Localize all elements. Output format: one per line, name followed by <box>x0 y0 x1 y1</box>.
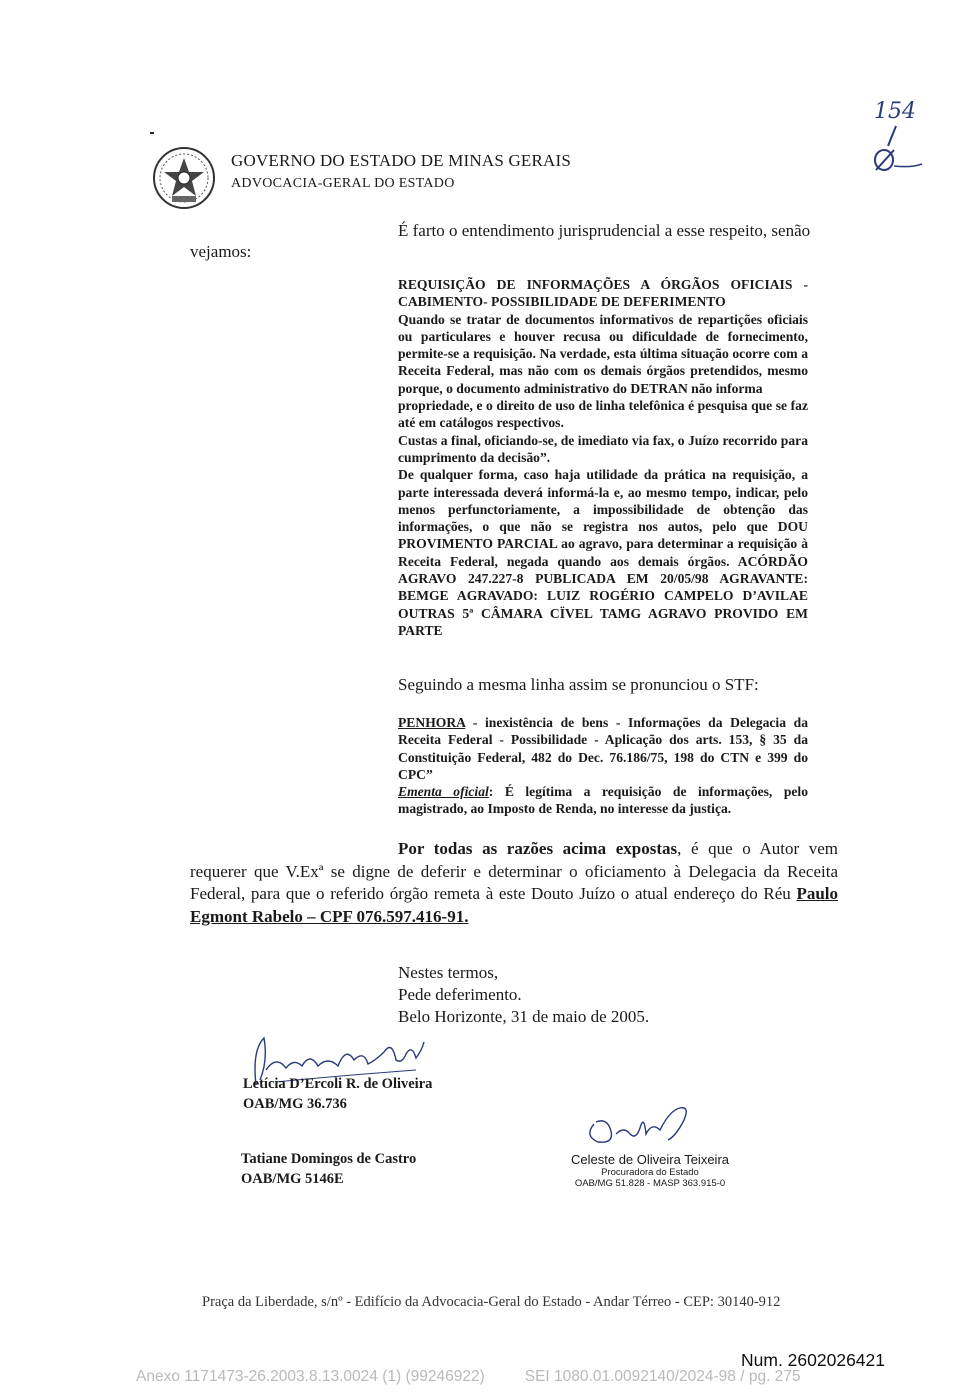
closing-line: Pede deferimento. <box>398 985 522 1004</box>
signer-name: Letícia D’Ercoli R. de Oliveira <box>243 1076 433 1092</box>
signer-tatiane <box>241 1149 416 1189</box>
signature-celeste <box>580 1100 710 1150</box>
footer-address: Praça da Liberdade, s/nº - Edifício da Advocacia-Geral do Estado - Andar Térreo - CEP: 30140-912 <box>202 1294 781 1310</box>
handwritten-page-number <box>866 88 926 178</box>
request-text: , é que o Autor vem requerer que V.Exª se digne de deferir e determinar o oficiamento à Delegacia da Receita Federal, para que o referido órgão remeta à este Douto Juízo o atual endereço do Réu <box>190 839 838 903</box>
quote-heading: REQUISIÇÃO DE INFORMAÇÕES A ÓRGÃOS OFICIAIS - CABIMENTO- POSSIBILIDADE DE DEFERIMENTO <box>398 277 808 310</box>
state-seal-icon <box>152 146 216 210</box>
closing-line: Nestes termos, <box>398 963 499 982</box>
jurisprudence-quote <box>398 276 808 639</box>
request-lead: Por todas as razões acima expostas <box>398 839 678 858</box>
sei-reference: SEI 1080.01.0092140/2024-98 / pg. 275 <box>524 1368 801 1385</box>
document-number: Num. 2602026421 <box>741 1350 885 1370</box>
stf-quote <box>398 714 808 818</box>
quote-paragraph: De qualquer forma, caso haja utilidade da prática na requisição, a parte interessada deverá informá-la e, ao mesmo tempo, indicar, pelo menos perfunctoriamente, a impossibilidade de obtenção das informações, o que não se registra nos autos, pelo que DOU PROVIMENTO PARCIAL ao agravo, para determinar a requisição à Receita Federal, negada quando aos demais órgãos. ACÓRDÃO AGRAVO 247.227-8 PUBLICADA EM 20/05/98 AGRAVANTE: BEMGE AGRAVADO: LUIZ ROGÉRIO CAMPELO D’AVILAE OUTRAS 5ª CÂMARA CÏVEL TAMG AGRAVO PROVIDO EM PARTE <box>398 467 808 638</box>
official-stamp <box>560 1152 740 1189</box>
stamp-registration: OAB/MG 51.828 - MASP 363.915-0 <box>574 1178 726 1189</box>
annex-watermark <box>136 1368 801 1386</box>
signer-leticia <box>243 1074 432 1114</box>
defendant-id: Paulo Egmont Rabelo – CPF 076.597.416-91. <box>190 884 838 926</box>
stamp-name: Celeste de Oliveira Teixeira <box>571 1152 729 1167</box>
ementa-text: : É legítima a requisição de informações, pelo magistrado, ao Imposto de Renda, no interesse da justiça. <box>398 784 808 817</box>
annex-reference: Anexo 1171473-26.2003.8.13.0024 (1) (99246922) <box>136 1368 485 1385</box>
quote-paragraph: propriedade, e o direito de uso de linha telefônica é pesquisa que se faz até em catálogos respectivos. <box>398 398 808 431</box>
stf-intro: Seguindo a mesma linha assim se pronunciou o STF: <box>398 675 759 694</box>
closing-date: Belo Horizonte, 31 de maio de 2005. <box>398 1007 650 1026</box>
ementa-label: Ementa oficial <box>398 784 489 800</box>
signer-name: Tatiane Domingos de Castro <box>241 1151 417 1167</box>
quote-paragraph: Custas a final, oficiando-se, de imediato via fax, o Juízo recorrido para cumprimento da decisão”. <box>398 432 808 465</box>
government-title: GOVERNO DO ESTADO DE MINAS GERAIS <box>231 151 572 170</box>
closing-block <box>398 962 649 1028</box>
signer-oab: OAB/MG 36.736 <box>243 1096 347 1112</box>
stamp-role: Procuradora do Estado <box>601 1167 699 1178</box>
agency-subtitle: ADVOCACIA-GERAL DO ESTADO <box>231 176 455 191</box>
signer-oab: OAB/MG 5146E <box>241 1171 344 1187</box>
quote-paragraph: Quando se tratar de documentos informativos de repartições oficiais ou particulares e houver recusa ou dificuldade de fornecimento, permite-se a requisição. Na verdade, esta última situação ocorre com a Receita Federal, mas não com os demais órgãos pretendidos, mesmo porque, o documento administrativo do DETRAN não informa <box>398 311 808 396</box>
intro-paragraph: É farto o entendimento jurisprudencial a esse respeito, senão <box>398 221 811 240</box>
ementa-paragraph <box>398 783 808 818</box>
penhora-paragraph <box>398 714 808 783</box>
scan-speck <box>150 132 154 134</box>
penhora-label: PENHORA <box>398 715 466 730</box>
svg-text:154: 154 <box>874 99 916 124</box>
request-paragraph <box>190 838 838 928</box>
penhora-text: - inexistência de bens - Informações da Delegacia da Receita Federal - Possibilidade - Aplicação dos arts. 153, § 35 da Constituição Federal, 482 do Dec. 76.186/75, 198 do CTN e 399 do CPC” <box>398 715 808 782</box>
vejamos-text: vejamos: <box>190 242 252 261</box>
